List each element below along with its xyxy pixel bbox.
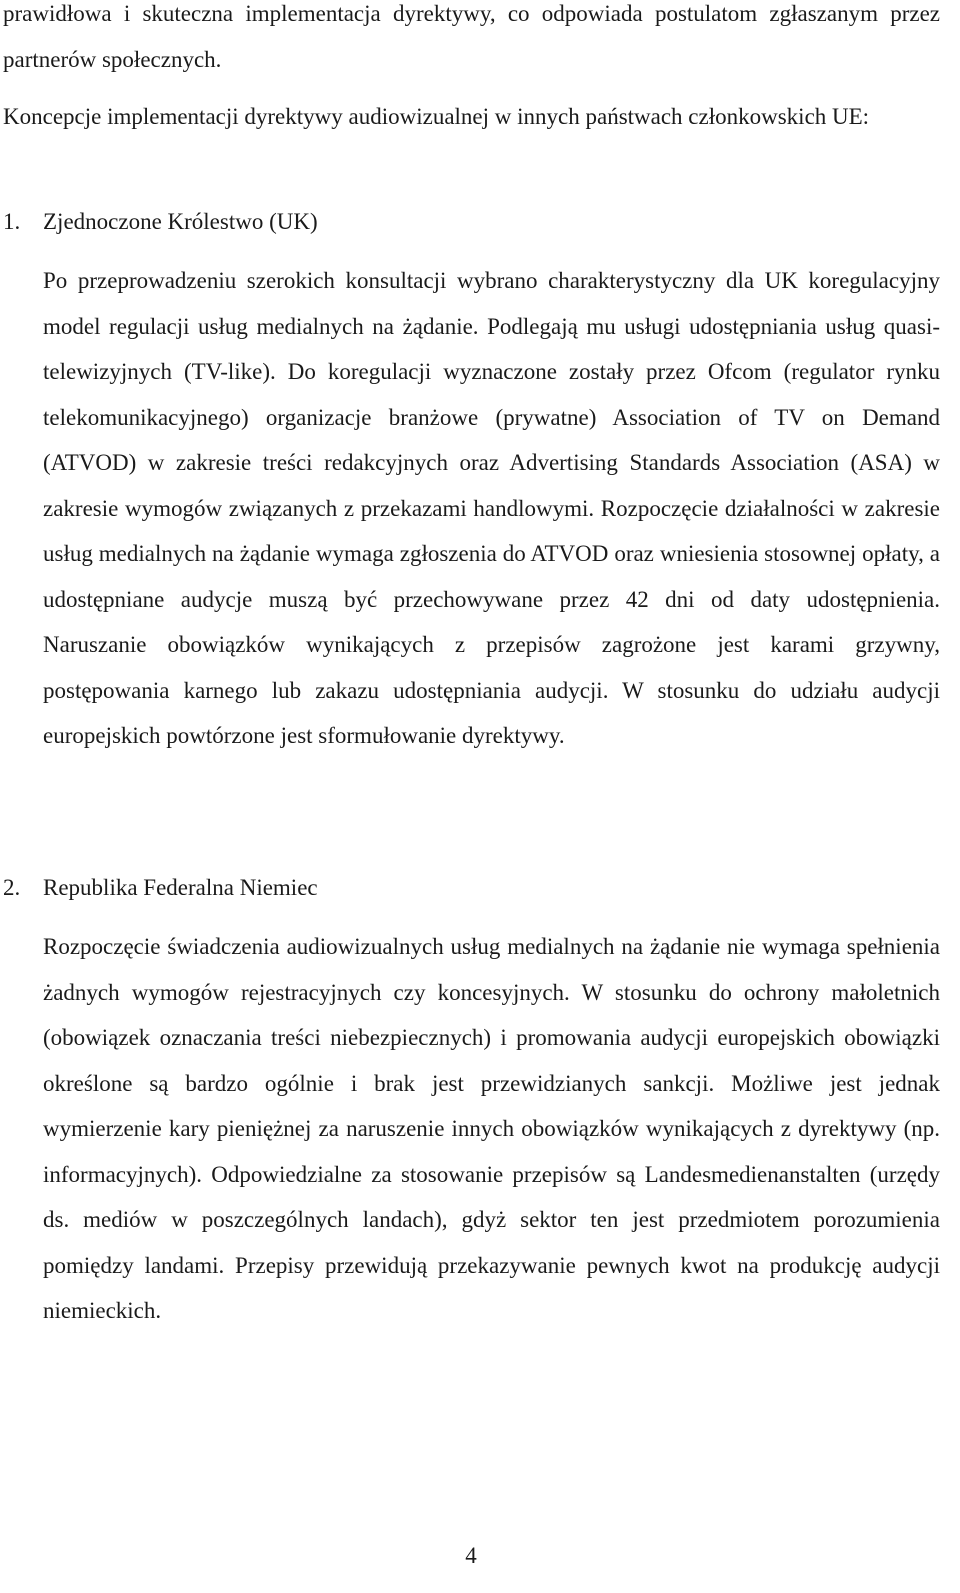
section-heading-uk [3,199,318,244]
section-title: Republika Federalna Niemiec [43,875,318,900]
section-heading-germany [3,865,318,910]
intro-paragraph-member-states: Koncepcje implementacji dyrektywy audiowizualnej w innych państwach członkowskich UE: [3,104,870,129]
intro-paragraph: prawidłowa i skuteczna implementacja dyrektywy, co odpowiada postulatom zgłaszanym przez partnerów społecznych. [3,1,940,72]
section-body-germany: Rozpoczęcie świadczenia audiowizualnych usług medialnych na żądanie nie wymaga spełnienia żadnych wymogów rejestracyjnych czy koncesyjnych. W stosunku do ochrony małoletnich (obowiązek oznaczania treści niebezpiecznych) i promowania audycji europejskich obowiązki określone są bardzo ogólnie i brak jest przewidzianych sankcji. Możliwe jest jednak wymierzenie kary pieniężnej za naruszenie innych obowiązków wynikających z dyrektywy (np. informacyjnych). Odpowiedzialne za stosowanie przepisów są Landesmedienanstalten (urzędy ds. mediów w poszczególnych landach), gdyż sektor ten jest przedmiotem porozumienia pomiędzy landami. Przepisy przewidują przekazywanie pewnych kwot na produkcję audycji niemieckich. [43,934,940,1323]
page-number: 4 [465,1543,477,1568]
section-title: Zjednoczone Królestwo (UK) [43,209,318,234]
section-number: 1. [3,209,21,234]
section-body-uk: Po przeprowadzeniu szerokich konsultacji wybrano charakterystyczny dla UK koregulacyjny model regulacji usług medialnych na żądanie. Podlegają mu usługi udostępniania usług quasi-telewizyjnych (TV-like). Do koregulacji wyznaczone zostały przez Ofcom (regulator rynku telekomunikacyjnego) organizacje branżowe (prywatne) Association of TV on Demand (ATVOD) w zakresie treści redakcyjnych oraz Advertising Standards Association (ASA) w zakresie wymogów związanych z przekazami handlowymi. Rozpoczęcie działalności w zakresie usług medialnych na żądanie wymaga zgłoszenia do ATVOD oraz wniesienia stosownej opłaty, a udostępniane audycje muszą być przechowywane przez 42 dni od daty udostępnienia. Naruszanie obowiązków wynikających z przepisów zagrożone jest karami grzywny, postępowania karnego lub zakazu udostępniania audycji. W stosunku do udziału audycji europejskich powtórzone jest sformułowanie dyrektywy. [43,268,940,748]
section-number: 2. [3,875,21,900]
